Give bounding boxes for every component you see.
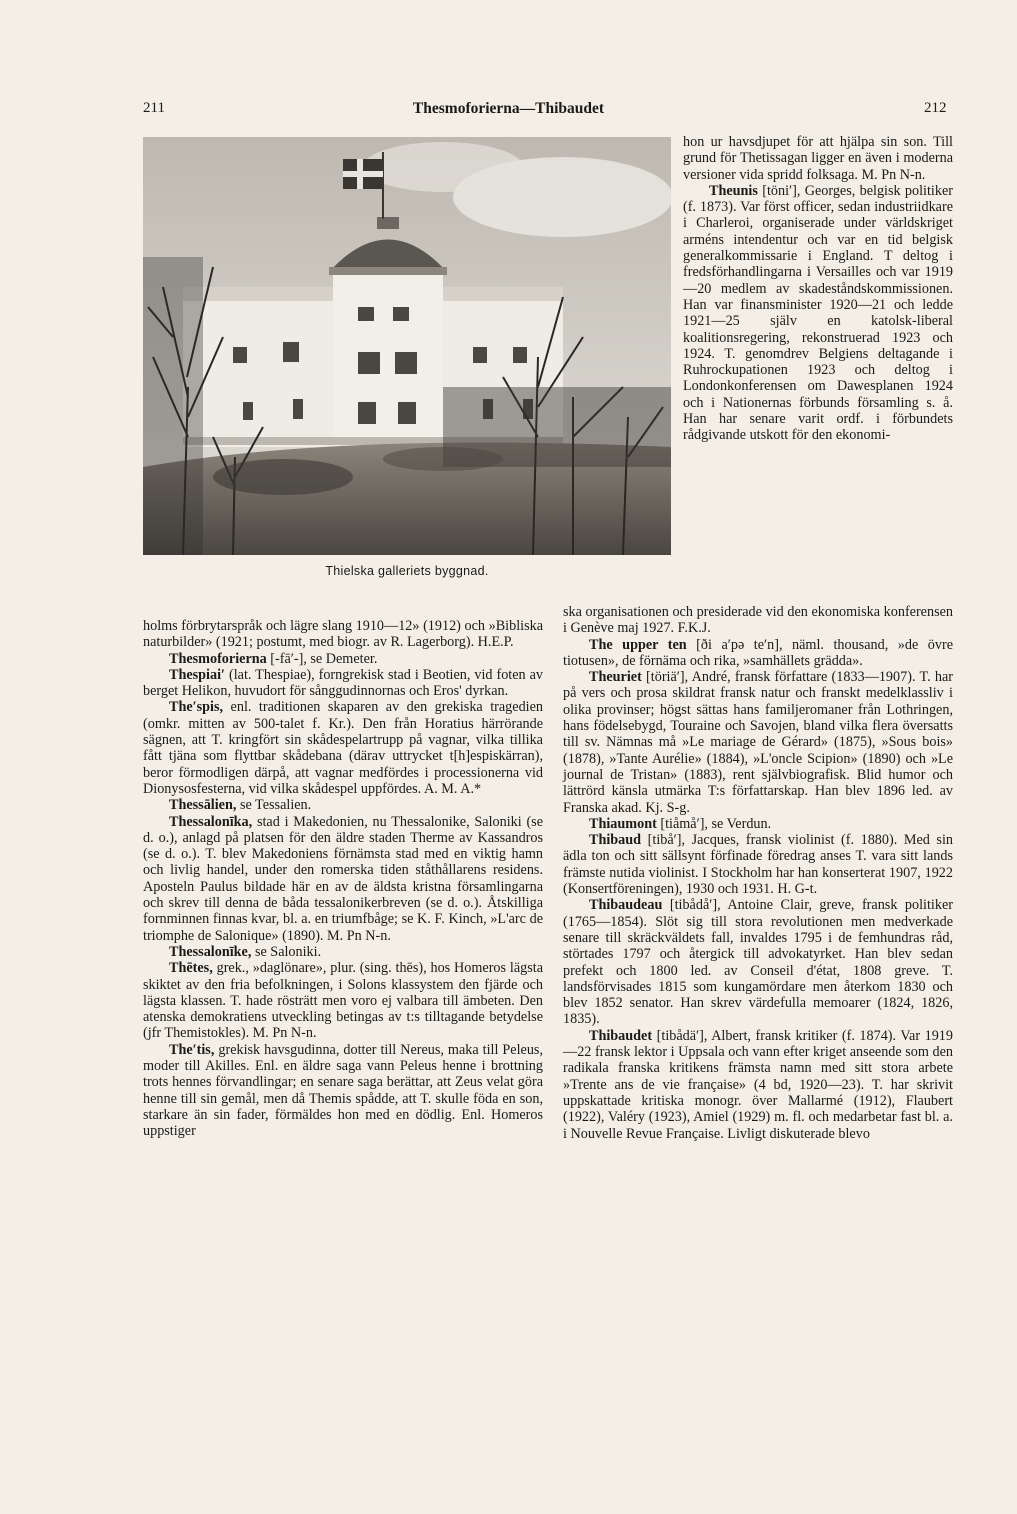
entry-text: [töni′], Georges, belgisk politiker (f. 1873). Var först officer, sedan industriidkare i Charleroi, organiserade under världskriget arméns intendentur och var en tid belgisk generalkommissarie i England. T deltog i fredsförhandlingarna i Versailles och var 1919—20 medlem av skadeståndskommissionen. Han var finansminister 1920—21 och ledde 1921—25 själv en katolsk-liberal koalitionsregering, rekonstruerad 1923 och 1924. T. genomdrev Belgiens deltagande i Ruhrockupationen 1923 och deltog i Londonkonferensen om Dawesplanen 1924 och i Nationernas förbunds församling s. å. Han har senare varit ordf. i förbundets rådgivande utskott för den ekonomi-: [683, 182, 953, 444]
entry: [563, 832, 953, 897]
running-head: [0, 100, 1017, 124]
entry-headword: The′tis,: [169, 1041, 215, 1058]
author-signature: F.K.J.: [677, 620, 711, 637]
author-signature: M. Pn N-n.: [252, 1025, 317, 1042]
entry-text: stad i Makedonien, nu Thessalonike, Saloniki (se d. o.), anlagd på platsen för den äldre staden Therme av Kassandros (se d. o.). T. blev Makedoniens förnämsta stad med en viktig hamn och livlig handel, under den romerska tiden ståthållarens residens. Aposteln Paulus bildade här en av de äldsta kristna församlingarna och skrev till denna de båda tessalonikerbreven (se d. o.). Åtskilliga fornminnen finnas kvar, bl. a. en triumfbåge; se K. F. Kinch, »L'arc de triomphe de Salonique» (1890).: [143, 813, 543, 944]
entry-headword: Theuriet: [589, 669, 642, 686]
page-number-right: 212: [924, 100, 947, 116]
author-signature: Kj. S-g.: [645, 799, 690, 816]
column-right-top: [683, 134, 953, 444]
author-signature: M. Pn N-n.: [861, 166, 926, 183]
entry: [563, 637, 953, 670]
author-signature: H. G-t.: [777, 881, 818, 898]
entry-headword: Thibaudet: [589, 1027, 653, 1044]
entry-headword: The′spis,: [169, 699, 224, 716]
entry-text: grek., »daglönare», plur. (sing. thēs), hos Homeros lägsta skiktet av den fria befolkningen, i Solons klassystem den fjärde och lägsta klassen. T. hade rösträtt men voro ej valbara till ämbeten. Den atenska demokratiens utveckling betingas av t:s tilltagande betydelse (jfr Themistokles).: [143, 960, 543, 1042]
entry-text: grekisk havsgudinna, dotter till Nereus, maka till Peleus, moder till Akilles. Enl. en äldre saga vann Peleus henne i brottning trots hennes förvandlingar; en senare saga berättar, att Zeus velat göra henne till sin gemål, men då Themis spådde, att T. skulle föda en son, starkare än sin fader, förmäldes hon med en dödlig. Enl. Homeros uppstiger: [143, 1041, 543, 1140]
entry-text: [tibådä′], Albert, fransk kritiker (f. 1874). Var 1919—22 fransk lektor i Uppsala och vann efter kriget anseende som den radikala franska kritikens främsta namn med sitt stora arbete »Trente ans de vie française» (4 bd, 1920—23). T. har skrivit uppskattade kritiska monogr. över Mallarmé (1912), Flaubert (1922), Valéry (1923), Amiel (1929) m. fl. och medarbetar fast bl. a. i Nouvelle Revue Française. Livligt diskuterade blevo: [563, 1027, 953, 1142]
entry: [143, 797, 543, 813]
entry-text: [töriä′], André, fransk författare (1833—1907). T. har på vers och prosa skildrat fransk natur och franskt medelklassliv i olika provinser; högst sättas hans familjeromaner från Lothringen, hans födelsebygd, Touraine och Savojen, bland vilka flera översatts till sv. Nämnas må »Le mariage de Gérard» (1875), »Sous bois» (1878), »Tante Aurélie» (1884), »L'oncle Scipion» (1890) och »Le journal de Tristan» (1883), rent självbiografisk. Blid humor och lättrörd känsla utmärka T:s författarskap. Han blev 1896 led. av Franska akad.: [563, 669, 953, 816]
entry-headword: Theunis: [709, 182, 758, 199]
entry-text: holms förbrytarspråk och lägre slang 1910—12» (1912) och »Bibliska naturbilder» (1921; postumt, med biogr. av R. Lagerborg). H.E.P.: [143, 618, 543, 651]
gallery-building-photo: [143, 137, 671, 555]
entry-headword: Thētes,: [169, 960, 213, 977]
entry-text: [ði a′pə te′n], näml. thousand, »de övre tiotusen», de förnäma och rika, »samhällets grädda».: [563, 636, 953, 669]
entry: [143, 651, 543, 667]
entry: [563, 604, 953, 637]
entry-headword: Thibaudeau: [589, 897, 663, 914]
entry-headword: Thessalonīka,: [169, 813, 253, 830]
entry: [683, 183, 953, 444]
entry-headword: Thiaumont: [589, 815, 657, 832]
entry: [143, 667, 543, 700]
entry: [143, 699, 543, 797]
entry-text: [-fā′-], se Demeter.: [266, 650, 378, 667]
entry-text: enl. traditionen skaparen av den grekiska tragedien (omkr. mitten av 500-talet f. Kr.). Den från Horatius härrörande sägnen, att T. kringfört sin skådespelartrupp på vagnar, vilka tillika fått tjäna som flyttbar skådebana (därav uttrycket t[h]espiskärran), beror förmodligen därpå, att vagnar medfördes i processionerna vid Dionysosfesterna, vid vilka skådespel uppfördes.: [143, 699, 543, 797]
author-signature: M. Pn N-n.: [327, 927, 391, 944]
entry: [563, 669, 953, 816]
entry: [563, 897, 953, 1027]
column-right-bottom: [563, 604, 953, 1142]
entry: [143, 1042, 543, 1140]
entry: [563, 816, 953, 832]
entry-headword: Thessalonīke,: [169, 943, 252, 960]
column-left: [143, 618, 543, 1140]
entry-headword: Thesmoforierna: [169, 650, 267, 667]
entry: [143, 618, 543, 651]
entry-headword: Thessālien,: [169, 797, 237, 814]
page-number-left: 211: [143, 100, 165, 116]
entry-text: hon ur havsdjupet för att hjälpa sin son. Till grund för Thetissagan ligger en även i moderna versioner vida spridd folksaga.: [683, 134, 953, 183]
entry-text: se Saloniki.: [251, 943, 322, 960]
entry: [563, 1028, 953, 1142]
running-title: Thesmoforierna—Thibaudet: [412, 100, 605, 117]
tower: [333, 267, 443, 447]
photo-caption: Thielska galleriets byggnad.: [325, 564, 489, 578]
photo-illustration: [143, 137, 671, 555]
entry-headword: The upper ten: [589, 636, 687, 653]
entry: [143, 814, 543, 944]
entry-text: [tibå′], Jacques, fransk violinist (f. 1880). Med sin ädla ton och sitt sällsynt förfinade föredrag anses T. vara sitt lands främste nutida violinist. I Stockholm har han konserterat 1907, 1922 (Konsertföreningen), 1930 och 1931.: [563, 832, 953, 898]
entry-headword: Thespiai′: [169, 666, 226, 683]
entry: [683, 134, 953, 183]
author-signature: A. M. A.*: [423, 780, 482, 797]
entry-headword: Thibaud: [589, 832, 642, 849]
entry: [143, 960, 543, 1041]
entry-text: (lat. Thespiae), forngrekisk stad i Beotien, vid foten av berget Helikon, huvudort för sånggudinnornas och Eros' dyrkan.: [143, 666, 543, 700]
entry: [143, 944, 543, 960]
entry-text: [tibådå′], Antoine Clair, greve, fransk politiker (1765—1854). Slöt sig till stora revolutionen men medverkade senare till skräckväldets fall, invaldes 1795 i de femhundras råd, störtades 1797 och återgick till advokatyrket. Han blev sedan prefekt och 1800 led. av Conseil d'état, 1808 greve. T. landsförvisades 1815 som kungamördare men återkom 1830 och blev 1852 senator. Han skrev värdefulla memoarer (1824, 1826, 1835).: [563, 897, 953, 1028]
entry-text: se Tessalien.: [236, 797, 312, 814]
entry-text: ska organisationen och presiderade vid den ekonomiska konferensen i Genève maj 1927.: [563, 604, 953, 637]
entry-text: [tiåmå′], se Verdun.: [656, 815, 772, 832]
